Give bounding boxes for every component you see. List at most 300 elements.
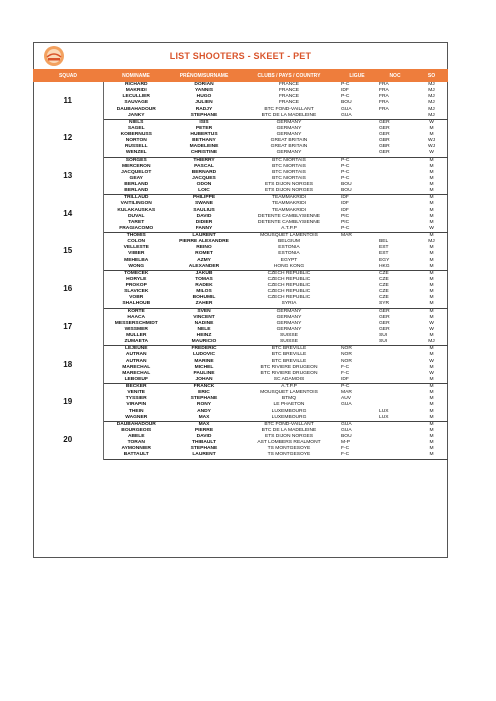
cell-club: GREAT BRITAIN [270, 138, 308, 144]
cell-surname: STEPHANE [190, 446, 218, 452]
cell-name: ABELE [127, 434, 145, 440]
table-row [33, 308, 448, 315]
cell-club: A.T.P.P [239, 226, 339, 233]
cell-name: JANKY [103, 113, 169, 120]
cell-surname: JOHAN [169, 377, 239, 384]
cell-club: ETS DIJON NORGES [264, 434, 314, 440]
cell-name: KOBERNUSS [120, 132, 152, 138]
cell-surname: FREDERIC [191, 346, 217, 352]
cell-name: ZUMAETA [103, 339, 169, 346]
cell-noc [375, 226, 415, 233]
cell-noc: SUI [379, 333, 388, 339]
cell-noc [375, 421, 415, 428]
cell-so: W [429, 370, 434, 376]
cell-so: M [429, 333, 434, 339]
cell-club: LE PHAETON [273, 402, 305, 408]
cell-name: THOMIS [126, 233, 146, 239]
cell-name: WENZEL [103, 150, 169, 157]
cell-club: DETENTE CAMBLYSIENNE [257, 219, 321, 225]
cell-surname: MARINE [194, 358, 214, 364]
cell-ligue: IDF [341, 195, 349, 201]
cell-surname: THIERRY [193, 157, 215, 163]
cell-name: MESSERSCHMIDT [114, 320, 158, 326]
cell-noc [375, 195, 415, 202]
cell-so: M [429, 390, 434, 396]
cell-noc: EST [379, 245, 389, 251]
cell-surname: JULIEN [195, 100, 213, 106]
cell-name: MERCERON [121, 163, 151, 169]
squad-number: 18 [33, 346, 103, 384]
column-header-squad: SQUAD [33, 69, 103, 82]
cell-club: BTC RIVIERE DRUGEON [260, 370, 318, 376]
cell-noc: SYR [375, 301, 415, 308]
cell-name: TARET [128, 219, 145, 225]
cell-club: CZECH REPUBLIC [267, 276, 311, 282]
cell-name: TRILLAUD [124, 195, 149, 201]
squad-number: 12 [33, 119, 103, 157]
cell-club: GERMANY [276, 308, 302, 314]
cell-so: M [415, 188, 448, 195]
cell-noc: BEL [379, 239, 389, 245]
cell-club: BTC NIORTAIS [272, 163, 306, 169]
cell-surname: RONY [196, 402, 212, 408]
cell-club: TEAMMAKRIDI [272, 195, 306, 201]
cell-club: CZECH REPUBLIC [267, 283, 311, 289]
cell-club: AST LOMBERS REALMONT [257, 440, 321, 446]
cell-club: GERMANY [239, 150, 339, 157]
cell-so: M [429, 295, 434, 301]
cell-name: WISSMER [124, 326, 148, 332]
cell-so: M [429, 289, 434, 295]
squad-number: 19 [33, 384, 103, 422]
cell-name: RUSSELL [124, 144, 148, 150]
cell-so: M [429, 446, 434, 452]
cell-noc: CZE [379, 295, 389, 301]
cell-noc: LUX [379, 408, 389, 414]
cell-club: BTC BREVILLE [271, 352, 307, 358]
cell-surname: REINO [196, 245, 212, 251]
squad-number: 11 [33, 82, 103, 119]
cell-so: M [429, 352, 434, 358]
cell-surname: LOIC [169, 188, 239, 195]
cell-ligue [339, 119, 375, 126]
cell-so: MJ [428, 82, 435, 88]
cell-ligue: F-C [341, 446, 350, 452]
cell-noc: CZE [379, 276, 389, 282]
cell-so: MJ [415, 113, 448, 120]
cell-noc: FRA [379, 100, 389, 106]
cell-surname: RADEK [195, 283, 213, 289]
cell-surname: FRANCK [193, 384, 215, 390]
cell-club: SUISSE [239, 339, 339, 346]
cell-ligue: NOR [341, 346, 352, 352]
cell-surname: ALEXANDER [169, 264, 239, 271]
cell-ligue: P-C [341, 384, 350, 390]
cell-name: TOMECEK [124, 270, 149, 276]
cell-surname: VINCENT [193, 314, 215, 320]
cell-so: M [415, 415, 448, 422]
cell-so: M [429, 213, 434, 219]
cell-so: M [429, 169, 434, 175]
cell-name: VOBR [129, 295, 144, 301]
cell-surname: STEPHANE [169, 113, 239, 120]
cell-surname: THIBAULT [191, 440, 217, 446]
cell-so: M [429, 207, 434, 213]
cell-so: M [415, 264, 448, 271]
cell-ligue: P-C [341, 94, 350, 100]
cell-so: M [429, 276, 434, 282]
cell-ligue: IDF [341, 207, 349, 213]
cell-surname: NADINE [194, 320, 214, 326]
cell-noc: FRA [379, 106, 389, 112]
cell-ligue: MAR [341, 233, 352, 239]
cell-name: AUTRAN [125, 358, 147, 364]
cell-surname: RADJY [195, 106, 213, 112]
cell-name: DUVAL [128, 213, 145, 219]
cell-club: GERMANY [276, 326, 302, 332]
column-header-name: NOM/NAME [103, 69, 169, 82]
cell-name: NORTON [125, 138, 147, 144]
cell-noc [375, 346, 415, 353]
cell-so: M [429, 283, 434, 289]
cell-club: FRANCE [278, 94, 300, 100]
shooters-table [33, 69, 448, 460]
cell-so: M [429, 308, 434, 314]
cell-noc: LUX [375, 415, 415, 422]
cell-name: VIRAPIN [126, 402, 147, 408]
cell-club: BTC FOND-VAILLANT [264, 421, 314, 427]
cell-club: BTC NIORTAIS [272, 169, 306, 175]
table-row [33, 233, 448, 240]
cell-so: M [415, 377, 448, 384]
cell-so: M [429, 434, 434, 440]
cell-surname: TOMAS [195, 276, 213, 282]
cell-name: DAUBAHADOUR [116, 421, 156, 427]
cell-so: M [429, 251, 434, 257]
cell-club: TS MONTGESOYE [239, 452, 339, 459]
cell-surname: SAULIUS [193, 207, 215, 213]
cell-ligue: BOU [341, 100, 352, 106]
cell-surname: SVEN [197, 308, 211, 314]
cell-name: RICHARD [124, 82, 148, 88]
cell-ligue: GUA [339, 113, 375, 120]
cell-name: COLON [127, 239, 146, 245]
cell-ligue: F-C [339, 452, 375, 459]
cell-so: M [429, 233, 434, 239]
cell-club: SUISSE [280, 333, 298, 339]
cell-surname: MADELEINE [189, 144, 219, 150]
cell-club: A.T.P.P [281, 384, 297, 390]
cell-ligue: F-C [341, 364, 350, 370]
cell-name: VELLESTE [123, 245, 149, 251]
cell-name: BATTAULT [103, 452, 169, 459]
cell-so: MJ [428, 100, 435, 106]
cell-name: BERLAND [124, 182, 149, 188]
cell-ligue: GUA [341, 402, 352, 408]
cell-so: MJ [428, 88, 435, 94]
cell-so: M [429, 157, 434, 163]
cell-surname: CHRISTINE [169, 150, 239, 157]
cell-ligue: BOU [341, 182, 352, 188]
cell-club: GERMANY [276, 119, 302, 125]
cell-name: BOURGEOIS [121, 427, 152, 433]
cell-so: M [429, 364, 434, 370]
cell-club: ETS DIJON NORGES [239, 188, 339, 195]
cell-so: M [429, 346, 434, 352]
cell-club: FRANCE [278, 100, 300, 106]
cell-ligue: MAR [341, 390, 352, 396]
cell-surname: ANDY [197, 408, 211, 414]
cell-ligue [339, 339, 375, 346]
cell-so: W [415, 226, 448, 233]
cell-so: MJ [428, 94, 435, 100]
cell-noc: GER [379, 326, 390, 332]
cell-club: EGYPT [280, 257, 298, 263]
cell-surname: LUDOVIC [192, 352, 215, 358]
cell-noc: FRA [379, 82, 389, 88]
cell-noc: CZE [379, 289, 389, 295]
column-header-ligue: LIGUE [339, 69, 375, 82]
cell-surname: SWANE [195, 201, 213, 207]
cell-noc [375, 188, 415, 195]
column-header-so: SO [415, 69, 448, 82]
cell-ligue: IDF [341, 201, 349, 207]
cell-noc: GBR [379, 138, 390, 144]
cell-club: LUXEMBOURG [239, 415, 339, 422]
squad-number: 13 [33, 157, 103, 195]
cell-surname: PHILIPPE [192, 195, 216, 201]
cell-club: BTC RIVIERE DRUGEON [260, 364, 318, 370]
cell-ligue [339, 415, 375, 422]
cell-noc [375, 233, 415, 240]
cell-so: W [429, 320, 434, 326]
squad-number: 17 [33, 308, 103, 346]
cell-club: GREAT BRITAIN [270, 144, 308, 150]
cell-name: NIELS [129, 119, 144, 125]
cell-name: SORGES [125, 157, 147, 163]
cell-ligue [339, 301, 375, 308]
cell-name: AUTRAN [125, 352, 147, 358]
cell-noc: GER [379, 132, 390, 138]
cell-noc [375, 113, 415, 120]
cell-club: TEAMMAKRIDI [272, 201, 306, 207]
cell-surname: NELE [197, 326, 211, 332]
cell-name: GEAY [129, 175, 143, 181]
cell-name: VAITILINGON [120, 201, 152, 207]
cell-surname: YANNIS [194, 88, 214, 94]
cell-club: BTMQ [281, 396, 297, 402]
cell-name: LECULLIER [122, 94, 150, 100]
cell-name: MARECHAL [122, 364, 151, 370]
cell-name: TYSSIER [125, 396, 147, 402]
table-row [33, 346, 448, 353]
cell-so: M [429, 396, 434, 402]
cell-ligue: P-C [341, 157, 350, 163]
cell-surname: MILOS [196, 289, 212, 295]
cell-ligue: P-C [339, 226, 375, 233]
cell-ligue: GUA [341, 421, 352, 427]
cell-ligue [339, 270, 375, 277]
cell-name: FRAGIACOMO [103, 226, 169, 233]
cell-club: FRANCE [278, 88, 300, 94]
cell-so: M [429, 440, 434, 446]
cell-surname: FANNY [169, 226, 239, 233]
cell-club: BELGIUM [277, 239, 300, 245]
cell-club: DETENTE CAMBLYSIENNE [257, 213, 321, 219]
cell-ligue: BOU [341, 434, 352, 440]
cell-name: VENITE [127, 390, 146, 396]
cell-so: M [429, 125, 434, 131]
cell-club: SC ADAMOIS [239, 377, 339, 384]
cell-club: BTC BREVILLE [271, 346, 307, 352]
cell-ligue: GUA [341, 427, 352, 433]
cell-name: MAKRIDI [125, 88, 147, 94]
table-row [33, 384, 448, 391]
cell-club: CZECH REPUBLIC [267, 289, 311, 295]
column-header-surname: PRÉNOM/SURNAME [169, 69, 239, 82]
cell-name: PROKOP [125, 283, 147, 289]
cell-surname: HUGO [196, 94, 212, 100]
column-header-club: CLUBS / PAYS / COUNTRY [239, 69, 339, 82]
cell-club: BTC NIORTAIS [272, 157, 306, 163]
cell-name: KORTE [127, 308, 145, 314]
cell-surname: PAULINE [193, 370, 215, 376]
cell-surname: BOHUMIL [192, 295, 216, 301]
cell-noc: GBR [379, 144, 390, 150]
cell-so: M [429, 314, 434, 320]
table-row [33, 119, 448, 126]
page-title: LIST SHOOTERS - SKEET - PET [169, 51, 312, 61]
cell-so: W [429, 119, 434, 125]
cell-club: BTC BREVILLE [271, 358, 307, 364]
cell-ligue [339, 308, 375, 315]
cell-ligue: IDF [339, 377, 375, 384]
cell-noc: GER [379, 320, 390, 326]
table-row [33, 421, 448, 428]
cell-surname: DIDIER [195, 219, 213, 225]
cell-so: W [415, 150, 448, 157]
cell-noc [375, 377, 415, 384]
table-row [33, 270, 448, 277]
cell-so: M [429, 421, 434, 427]
cell-name: LEJEUNE [124, 346, 148, 352]
cell-noc [375, 157, 415, 164]
cell-surname: DORIAN [194, 82, 214, 88]
cell-noc: GER [379, 119, 390, 125]
cell-name: MARECHAL [122, 370, 151, 376]
cell-ligue [339, 150, 375, 157]
cell-noc: GER [379, 125, 390, 131]
cell-club: TEAMMAKRIDI [272, 207, 306, 213]
cell-surname: PASCAL [194, 163, 214, 169]
cell-club: CZECH REPUBLIC [267, 295, 311, 301]
cell-so: WJ [427, 144, 436, 150]
cell-ligue: BOU [339, 188, 375, 195]
cell-surname: PIERRE ALEXANDRE [179, 239, 229, 245]
cell-name: AYMONNIER [121, 446, 151, 452]
cell-surname: HUBERTUS [190, 132, 218, 138]
cell-noc: FRA [379, 88, 389, 94]
squad-number: 16 [33, 270, 103, 308]
cell-name: THEIN [128, 408, 144, 414]
cell-noc: HKG [375, 264, 415, 271]
cell-ligue: M-P [341, 440, 350, 446]
cell-surname: HEINZ [196, 333, 212, 339]
cell-noc: CZE [379, 283, 389, 289]
cell-name: SAGEL [127, 125, 145, 131]
table-body [33, 82, 448, 459]
cell-club: GERMANY [276, 320, 302, 326]
cell-name: DAUBAHADOUR [116, 106, 156, 112]
cell-so: M [429, 402, 434, 408]
cell-name: LEBOEUF [103, 377, 169, 384]
cell-club: MOUSQUET LAMENTOIS [260, 390, 318, 396]
cell-club: MOUSQUET LAMENTOIS [260, 233, 318, 239]
cell-ligue: P-C [341, 169, 350, 175]
cell-so: M [429, 270, 434, 276]
cell-club: FRANCE [278, 82, 300, 88]
cell-ligue: AUV [341, 396, 352, 402]
cell-so: M [429, 245, 434, 251]
cell-noc: EST [379, 251, 389, 257]
cell-ligue [339, 264, 375, 271]
cell-so: MJ [415, 339, 448, 346]
cell-name: WAGNER [103, 415, 169, 422]
cell-name: HAACA [127, 314, 146, 320]
cell-surname: ROMET [195, 251, 213, 257]
cell-club: BTC NIORTAIS [272, 175, 306, 181]
cell-so: WJ [427, 138, 436, 144]
cell-name: BECKER [125, 384, 147, 390]
cell-so: M [415, 452, 448, 459]
cell-ligue: P-C [341, 82, 350, 88]
cell-ligue: NOR [341, 352, 352, 358]
cell-club: SYRIA [239, 301, 339, 308]
cell-ligue: IDF [341, 88, 349, 94]
cell-surname: AZMY [197, 257, 211, 263]
cell-name: JACQUELOT [121, 169, 152, 175]
cell-name: MEHELBA [124, 257, 149, 263]
squad-number: 14 [33, 195, 103, 233]
cell-noc: GER [375, 150, 415, 157]
cell-name: BERLAND [103, 188, 169, 195]
cell-surname: LAURENT [192, 233, 216, 239]
cell-so: MJ [428, 106, 435, 112]
cell-surname: MAX [169, 415, 239, 422]
cell-so: W [429, 358, 434, 364]
squad-number: 20 [33, 421, 103, 459]
squad-number: 15 [33, 233, 103, 271]
cell-surname: ODON [196, 182, 212, 188]
cell-name: TORAN [127, 440, 145, 446]
cell-surname: PIERRE [194, 427, 214, 433]
cell-noc: GER [379, 308, 390, 314]
cell-club: GERMANY [276, 125, 302, 131]
cell-noc: GER [379, 314, 390, 320]
cell-club: HONG KONG [239, 264, 339, 271]
cell-club: CZECH REPUBLIC [267, 270, 311, 276]
table-row [33, 195, 448, 202]
cell-surname: MAURICIO [169, 339, 239, 346]
cell-so: M [429, 182, 434, 188]
cell-club: TS MONTGESOYE [267, 446, 311, 452]
cell-surname: JACQUES [192, 175, 216, 181]
cell-club: ESTONIA [278, 251, 300, 257]
cell-name: SAUVAGE [124, 100, 149, 106]
cell-club: LUXEMBOURG [271, 408, 307, 414]
cell-name: KULAKAUSKAS [117, 207, 156, 213]
cell-so: MJ [428, 239, 435, 245]
